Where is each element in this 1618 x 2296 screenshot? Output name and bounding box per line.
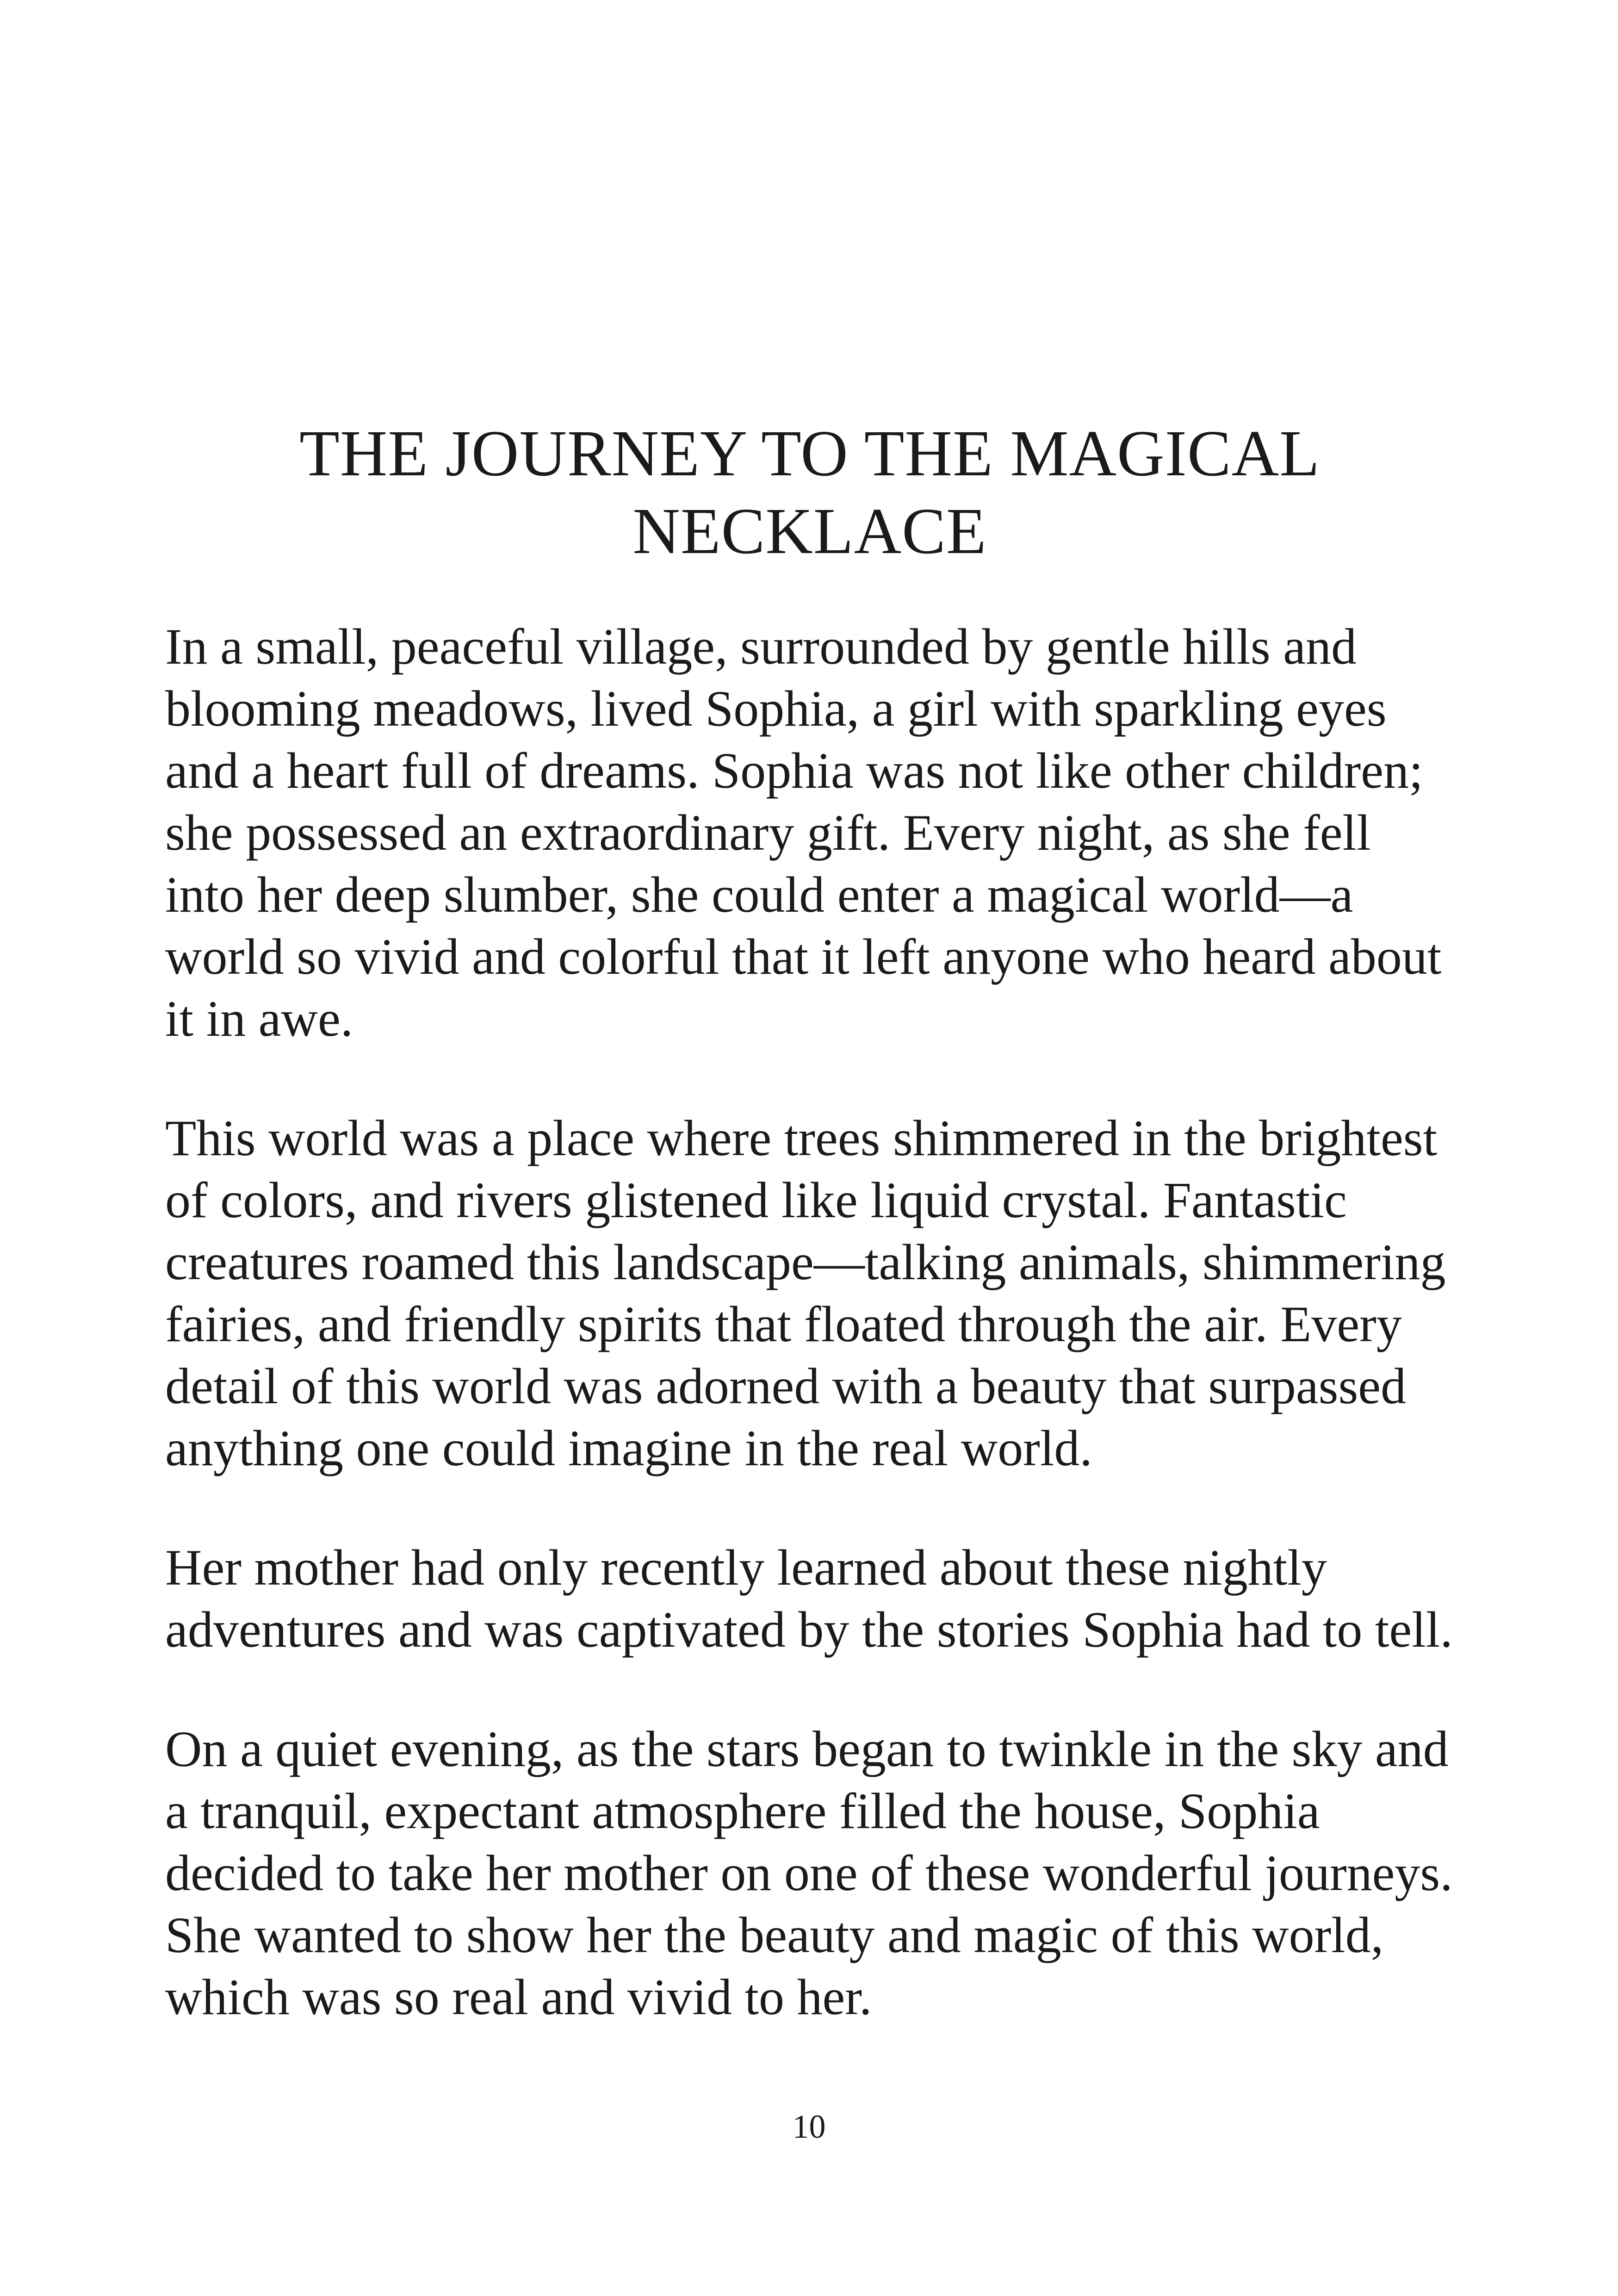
paragraph-1: In a small, peaceful village, surrounded by gentle hills and blooming meadows, lived Sophia, a girl with sparkling eyes and a heart full of dreams. Sophia was not like other children; she possessed an extraordinary gift. Every night, as she fell into her deep slumber, she could enter a magical world—a world so vivid and colorful that it left anyone who heard about it in awe. [165,618,1442,1047]
paragraph-3: Her mother had only recently learned about these nightly adventures and was captivated by the stories Sophia had to tell. [165,1539,1453,1658]
chapter-title-line-1: THE JOURNEY TO THE MAGICAL [299,417,1320,490]
page-number: 10 [792,2108,826,2145]
chapter-body [165,616,1456,2085]
chapter-title [176,414,1444,570]
paragraph-4: On a quiet evening, as the stars began to twinkle in the sky and a tranquil, expectant atmosphere filled the house, Sophia decided to take her mother on one of these wonderful journeys. She wanted to show her the beauty and magic of this world, which was so real and vivid to her. [165,1721,1453,2025]
paragraph-2: This world was a place where trees shimmered in the brightest of colors, and rivers glistened like liquid crystal. Fantastic creatures roamed this landscape—talking animals, shimmering fairies, and friendly spirits that floated through the air. Every detail of this world was adorned with a beauty that surpassed anything one could imagine in the real world. [165,1110,1446,1476]
chapter-title-line-2: NECKLACE [632,494,987,567]
